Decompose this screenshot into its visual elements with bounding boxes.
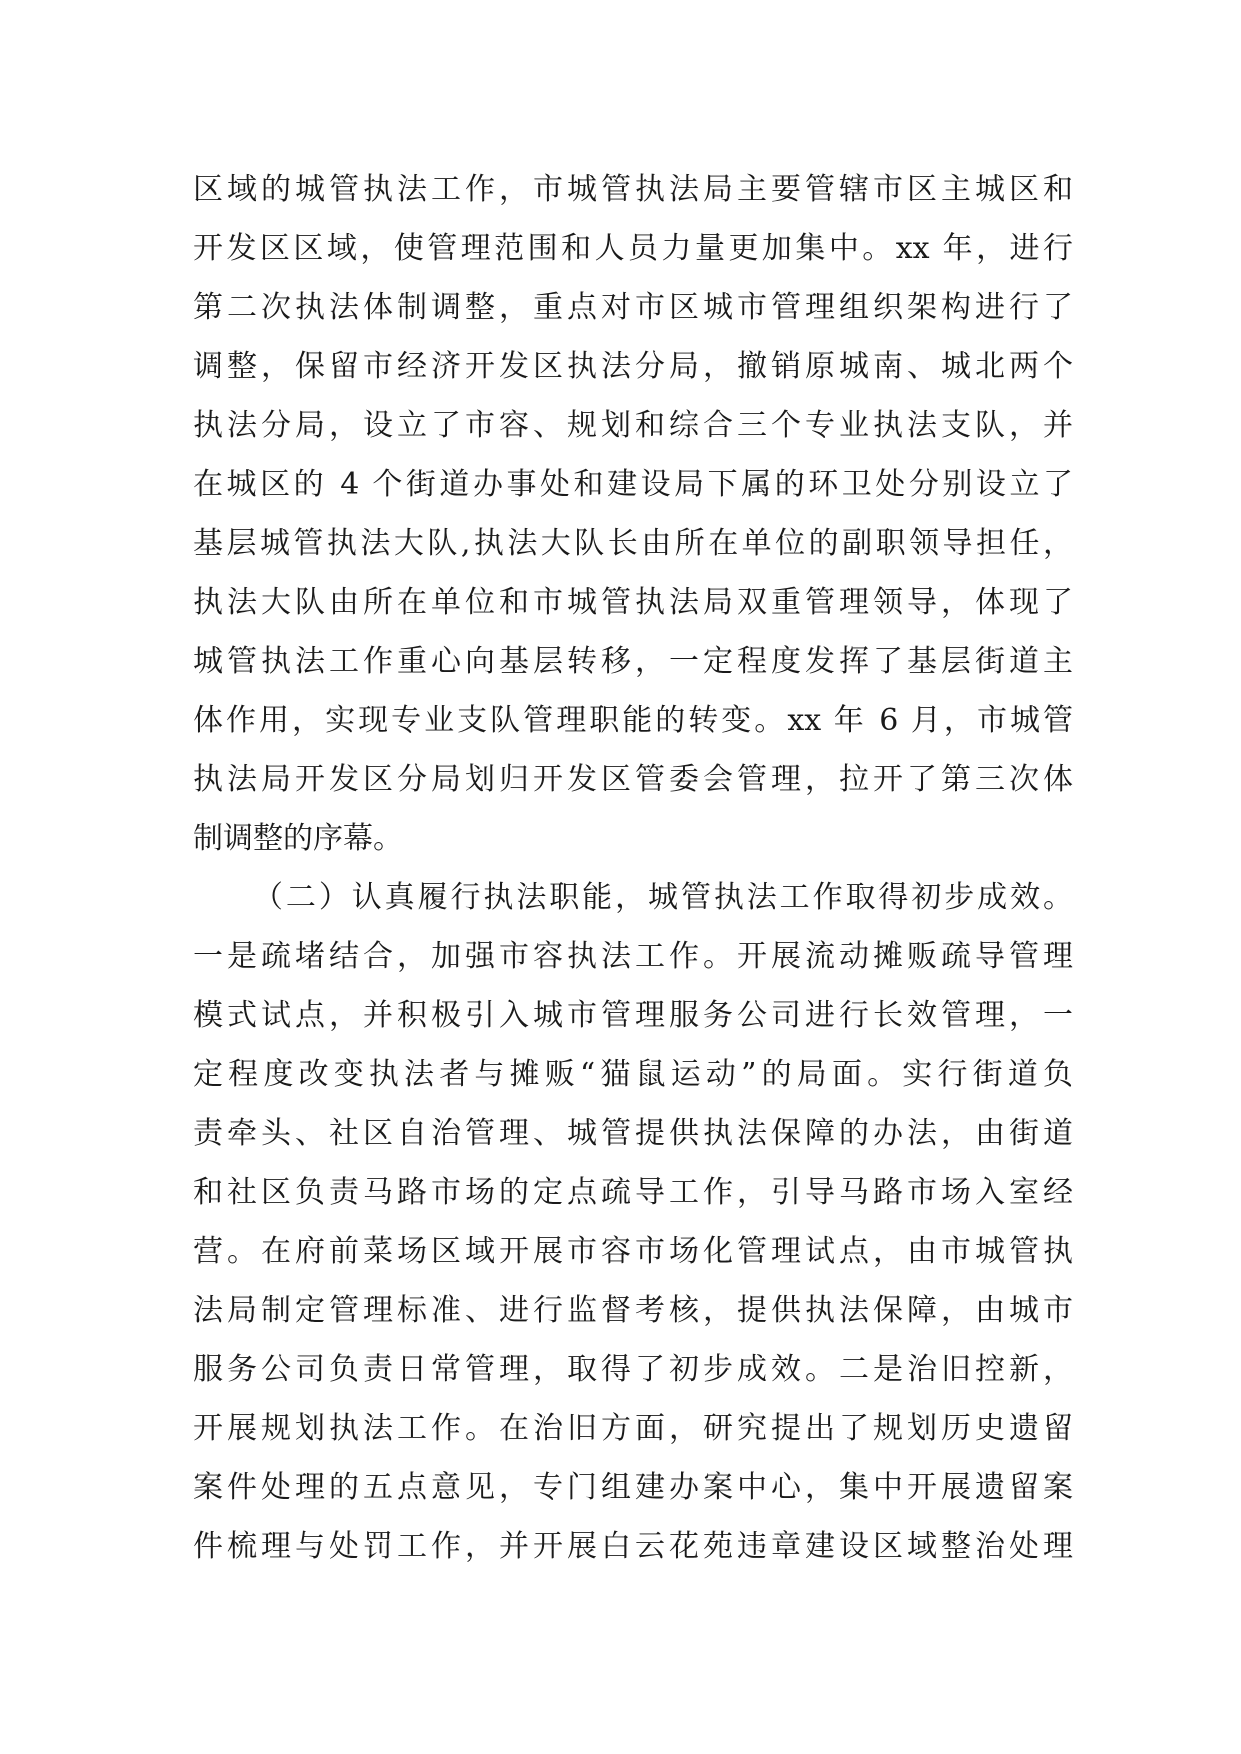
text-line: 第二次执法体制调整，重点对市区城市管理组织架构进行了 <box>193 290 1073 325</box>
text-line: 区域的城管执法工作，市城管执法局主要管辖市区主城区和 <box>193 172 1073 207</box>
section-heading-line: （二）认真履行执法职能，城管执法工作取得初步成效。 <box>253 880 1073 915</box>
text-line: 在城区的 4 个街道办事处和建设局下属的环卫处分别设立了 <box>193 467 1073 502</box>
text-line: 法局制定管理标准、进行监督考核，提供执法保障，由城市 <box>193 1293 1073 1328</box>
body-text <box>193 160 1073 1576</box>
text-line: 定程度改变执法者与摊贩“猫鼠运动”的局面。实行街道负 <box>193 1057 1073 1092</box>
text-line: 模式试点，并积极引入城市管理服务公司进行长效管理，一 <box>193 998 1073 1033</box>
text-line: 执法分局，设立了市容、规划和综合三个专业执法支队，并 <box>193 408 1073 443</box>
text-line: 和社区负责马路市场的定点疏导工作，引导马路市场入室经 <box>193 1175 1073 1210</box>
text-line: 件梳理与处罚工作，并开展白云花苑违章建设区域整治处理 <box>193 1529 1073 1564</box>
text-line: 基层城管执法大队,执法大队长由所在单位的副职领导担任， <box>193 526 1073 561</box>
text-line: 执法大队由所在单位和市城管执法局双重管理领导，体现了 <box>193 585 1073 620</box>
text-line: 服务公司负责日常管理，取得了初步成效。二是治旧控新， <box>193 1352 1073 1387</box>
text-line: 城管执法工作重心向基层转移，一定程度发挥了基层街道主 <box>193 644 1073 679</box>
text-line: 开展规划执法工作。在治旧方面，研究提出了规划历史遗留 <box>193 1411 1073 1446</box>
text-line: 执法局开发区分局划归开发区管委会管理，拉开了第三次体 <box>193 762 1073 797</box>
text-line: 责牵头、社区自治管理、城管提供执法保障的办法，由街道 <box>193 1116 1073 1151</box>
text-line: 营。在府前菜场区域开展市容市场化管理试点，由市城管执 <box>193 1234 1073 1269</box>
text-line: 调整，保留市经济开发区执法分局，撤销原城南、城北两个 <box>193 349 1073 384</box>
text-line: 一是疏堵结合，加强市容执法工作。开展流动摊贩疏导管理 <box>193 939 1073 974</box>
text-line-paragraph-end: 制调整的序幕。 <box>193 821 403 856</box>
text-line: 开发区区域，使管理范围和人员力量更加集中。xx 年，进行 <box>193 231 1073 266</box>
text-line: 案件处理的五点意见，专门组建办案中心，集中开展遗留案 <box>193 1470 1073 1505</box>
text-line: 体作用，实现专业支队管理职能的转变。xx 年 6 月，市城管 <box>193 703 1073 738</box>
